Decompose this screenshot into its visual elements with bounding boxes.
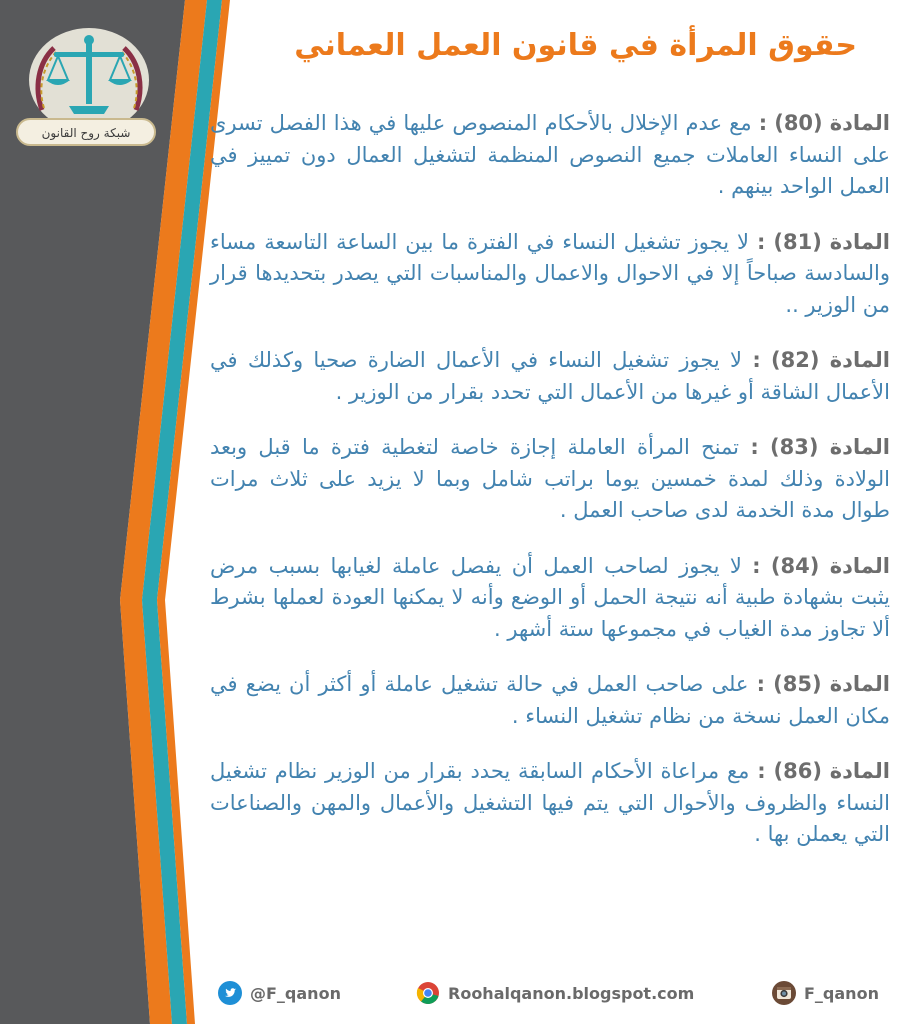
article-82: المادة (82) : لا يجوز تشغيل النساء في الأعمال الضارة صحيا وكذلك في الأعمال الشاقة أو غيرها من الأعمال التي تحدد بقرار من الوزير . (210, 348, 891, 404)
article-label: المادة (829, 348, 891, 372)
page-title: حقوق المرأة في قانون العمل العماني (294, 28, 857, 63)
article-number: (81) (773, 229, 822, 254)
article-number: (84) (770, 553, 820, 578)
article-label: المادة (829, 435, 890, 459)
article-text: تمنح المرأة العاملة إجازة خاصة لتغطية فترة ما قبل وبعد الولادة وذلك لمدة خمسين يوما براتب شامل وبما لا يزيد على ثلاث مرات طوال مدة الخدمة لدى صاحب العمل . (210, 435, 890, 522)
article-85: المادة (85) : على صاحب العمل في حالة تشغيل عاملة أو أكثر أن يضع في مكان العمل نسخة من نظام تشغيل النساء . (210, 672, 890, 728)
twitter-link[interactable] (218, 980, 341, 1006)
footer (0, 972, 915, 1012)
article-86: المادة (86) : مع مراعاة الأحكام السابقة يحدد بقرار من الوزير نظام تشغيل النساء والظروف والأحوال التي يتم فيها التشغيل والأعمال والمهن والصناعات التي يعملن بها . (210, 759, 890, 846)
article-label: المادة (829, 759, 890, 783)
article-text: لا يجوز تشغيل النساء في الأعمال الضارة صحيا وكذلك في الأعمال الشاقة أو غيرها من الأعمال التي تحدد بقرار من الوزير . (210, 348, 890, 404)
instagram-handle: F_qanon (804, 983, 879, 1003)
article-text: لا يجوز تشغيل النساء في الفترة ما بين الساعة التاسعة مساء والسادسة صباحاً إلا في الاحوال والاعمال والمناسبات التي يصدر بتحديدها قرار من الوزير .. (210, 229, 890, 317)
website-link[interactable] (416, 980, 694, 1006)
article-84: المادة (84) : لا يجوز لصاحب العمل أن يفصل عاملة لغيابها بسبب مرض يثبت بشهادة طبية أنه نتيجة الحمل أو الوضع وأنه لا يمكنها العودة لعملها بشرط ألا تجاوز مدة الغياب في مجموعها ستة أشهر . (210, 553, 890, 641)
instagram-icon (772, 981, 796, 1005)
article-text: على صاحب العمل في حالة تشغيل عاملة أو أكثر أن يضع في مكان العمل نسخة من نظام تشغيل النساء . (210, 672, 890, 728)
articles-list (210, 108, 890, 875)
article-label: المادة (829, 672, 890, 696)
chrome-icon (416, 981, 440, 1005)
article-text: لا يجوز لصاحب العمل أن يفصل عاملة لغيابها بسبب مرض يثبت بشهادة طبية أنه نتيجة الحمل أو الوضع وأنه لا يمكنها العودة لعملها بشرط ألا تجاوز مدة الغياب في مجموعها ستة أشهر . (210, 553, 890, 641)
article-81: المادة (81) : لا يجوز تشغيل النساء في الفترة ما بين الساعة التاسعة مساء والسادسة صباحاً إلا في الاحوال والاعمال والمناسبات التي يصدر بتحديدها قرار من الوزير .. (210, 229, 890, 317)
article-number: (85) (773, 672, 822, 696)
article-83: المادة (83) : تمنح المرأة العاملة إجازة خاصة لتغطية فترة ما قبل وبعد الولادة وذلك لمدة خمسين يوما براتب شامل وبما لا يزيد على ثلاث مرات طوال مدة الخدمة لدى صاحب العمل . (210, 435, 890, 522)
article-text: مع عدم الإخلال بالأحكام المنصوص عليها في هذا الفصل تسرى على النساء العاملات جميع النصوص المنظمة لتشغيل العمال دون تمييز في العمل الواحد بينهم . (210, 111, 890, 198)
article-label: المادة (829, 229, 890, 254)
article-label: المادة (829, 111, 890, 135)
article-number: (82) (771, 348, 820, 372)
article-text: مع مراعاة الأحكام السابقة يحدد بقرار من الوزير نظام تشغيل النساء والظروف والأحوال التي يتم فيها التشغيل والأعمال والمهن والصناعات التي يعملن بها . (210, 759, 890, 846)
article-number: (83) (770, 435, 819, 459)
article-number: (86) (773, 759, 822, 783)
article-label: المادة (829, 553, 890, 578)
article-number: (80) (774, 111, 823, 135)
twitter-handle: @F_qanon (250, 983, 341, 1003)
article-80: المادة (80) : مع عدم الإخلال بالأحكام المنصوص عليها في هذا الفصل تسرى على النساء العاملات جميع النصوص المنظمة لتشغيل العمال دون تمييز في العمل الواحد بينهم . (210, 111, 890, 198)
website-url: Roohalqanon.blogspot.com (448, 983, 695, 1003)
logo-caption: شبكة روح القانون (16, 118, 156, 146)
instagram-link[interactable] (772, 980, 879, 1006)
twitter-icon (218, 981, 242, 1005)
